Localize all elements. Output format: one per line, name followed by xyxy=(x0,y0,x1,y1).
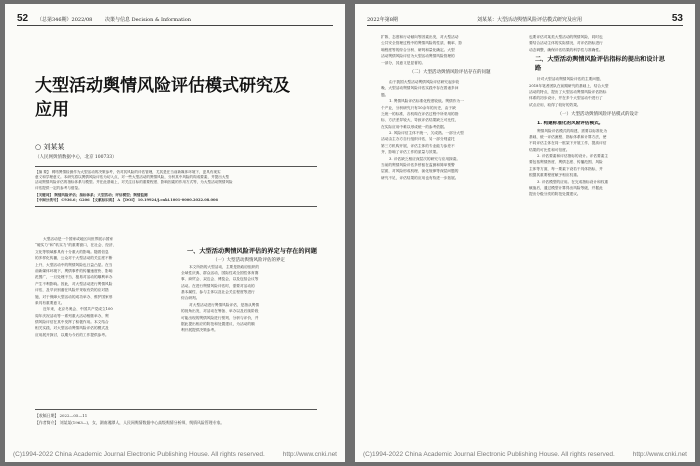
body-line: 试点应用，取得了较好的效果。 xyxy=(529,102,581,107)
body-line: 2. 风险评估主体不统一，欠成熟。一部分大型 xyxy=(389,131,464,136)
numbered-heading: 1. 构建标准化的风险评估模式。 xyxy=(537,121,604,127)
left-column-2 xyxy=(181,248,317,334)
classification: 【中图分类号】 C936.6；G206 【文献标识码】 A 【DOI】 10.19924/j.cnki.1001-0000.2022.08.006 xyxy=(35,198,219,203)
body-line: 响程度等的综合分析、研判和量化确定。大型 xyxy=(381,47,455,52)
left-page xyxy=(5,4,345,462)
body-line: 针对大型活动舆情风险评估的主要问题， xyxy=(537,77,604,82)
copyright-text: (C)1994-2022 China Academic Journal Electronic Publishing House. All rights reserved. xyxy=(13,451,265,458)
right-column-1 xyxy=(381,34,519,181)
body-line: 2. 评估要素和评估指标的设计。评估要素主 xyxy=(537,154,609,159)
body-line: “硬实力”和“软实力”的重要窗口，在社会、经济、 xyxy=(35,243,117,248)
author-bio: 【作者简介】 刘某某(1963—)，女，湖南湘潭人，人民网舆情数据中心高级舆情分析师，舆情风险管理专家。 xyxy=(35,420,225,425)
abstract-line: 【摘 要】 网络舆情检测作为大型活动的决策参考，仍对其风险的评估管理，尤其是在当前新媒体环境下，更具有现实 xyxy=(35,170,221,174)
body-line: 前新媒体环境下，舆情事件的传播速度快、影响 xyxy=(35,268,113,273)
body-line: 本文所指的大型活动，主要是指政府组织的 xyxy=(189,264,260,269)
body-line: 施，对于保障大型活动的成功举办、维护国家形 xyxy=(35,294,113,299)
left-page-header xyxy=(17,12,333,26)
body-line: 体系的初步设计，并在多个大型活动中进行了 xyxy=(529,96,603,101)
body-line: 第三方机构开展，评估主体的专业能力参差不 xyxy=(381,143,455,148)
abstract-line: 评估提供一定的参考与借鉴。 xyxy=(35,185,82,190)
left-page-number: 52 xyxy=(17,13,29,24)
cnki-url[interactable]: http://www.cnki.net xyxy=(282,451,337,458)
body-line: 乏统一的标准，各机构在评估过程中所采用的指 xyxy=(381,111,459,116)
cnki-url[interactable]: http://www.cnki.net xyxy=(632,451,687,458)
body-line: 晚，大型活动舆情风险评估实践中存在着诸多问 xyxy=(381,86,459,91)
body-line: 提出分级分类的防范处置建议。 xyxy=(529,192,581,197)
body-line: 象具有重要意义。 xyxy=(35,300,65,305)
body-line: 要结合活动主体的实际情况，对评估指标进行 xyxy=(529,41,603,46)
body-line: 可能出现的舆情风险进行预判、分析与评价，并 xyxy=(181,315,259,320)
body-line: 情风险评估在其中发挥了积极作用。本文结合 xyxy=(35,320,109,325)
article-author: ○ 刘某某 xyxy=(35,143,65,151)
copyright-line xyxy=(13,451,337,458)
right-page xyxy=(355,4,695,462)
body-line: 据此提出相应的防范和处置建议，为活动的顺 xyxy=(181,322,255,327)
abstract-line: 活动舆情风险评估的指标体系与模型。并在此基础上，对关注目标的重要程度、影响因素的作用方式等，为大型活动舆情风险 xyxy=(35,180,233,185)
body-line: 基本属性、参与主体以及社会关注程度等进行 xyxy=(181,290,255,295)
subsection-heading: （一）大型活动舆情风险评估的界定 xyxy=(213,257,285,263)
body-line: 近年来，北京冬奥会、中国共产党成立100 xyxy=(43,307,113,312)
body-line: 周年庆祝活动等一系列重大活动相继举办，舆 xyxy=(35,313,109,318)
body-line: 的视角出发，对活动在筹备、举办以及后续阶段 xyxy=(181,309,259,314)
body-line: 利开展提供决策参考。 xyxy=(181,328,218,333)
body-line: 主体等方面，每一要素下设若干具体指标，并 xyxy=(529,166,603,171)
body-line: 相关实践，对大型活动舆情风险评估的模式及 xyxy=(35,326,109,331)
body-line: 活动的特点，提出了大型活动舆情风险评估指标 xyxy=(529,89,607,94)
copyright-line xyxy=(363,451,687,458)
body-line: 要包括舆情热度、舆情态度、传播范围、风险 xyxy=(529,160,603,165)
article-footnote xyxy=(35,409,317,426)
subsection-heading: （二）大型活动舆情风险评估存在的问题 xyxy=(409,69,491,75)
keywords: 【关键词】 舆情风险评估；指标体系；大型活动；评估模型；舆情监测 xyxy=(35,192,148,197)
right-page-number: 53 xyxy=(671,13,683,24)
body-line: 赋值后，通过模型计算得出风险等级，并据此 xyxy=(529,186,603,191)
body-line: 1. 舆情风险评估标准化程度较低。舆情作为一 xyxy=(389,99,464,104)
body-line: 层面，对风险形成机理、演化规律等深层问题的 xyxy=(381,169,459,174)
section-heading: 一、大型活动舆情风险评估的界定与存在的问题 xyxy=(187,248,317,255)
right-page-header xyxy=(367,12,683,26)
body-line: 活动由主办方自行组织评估，另一部分则委托 xyxy=(381,137,455,142)
abstract-line: 意义和学理意义。本研究将以舆情风险评估为切入点，对一些大型活动的舆情风险，分析其中风险的构成要素，并提出大型 xyxy=(35,175,230,180)
body-line: 产生不利影响。因此，对大型活动进行舆情风险 xyxy=(35,281,113,286)
body-line: 由于我国大型活动舆情风险评估研究起步较 xyxy=(389,79,460,84)
body-line: 不同评估主体在同一框架下开展工作，提高评估 xyxy=(529,141,607,146)
body-line: 大型活动是一个国家或地区向世界展示国家 xyxy=(43,237,114,241)
received-date: 【收稿日期】 2022—05—11 xyxy=(35,413,88,418)
body-line: 研究不足，评估结果的应用也有待进一步拓展。 xyxy=(381,175,459,180)
body-line: 基础，统一评估流程、指标体系和计算方法，使 xyxy=(529,134,607,139)
left-issue: （总第346期）2022/08 xyxy=(37,17,93,23)
body-line: 一部分，其意义是显著的。 xyxy=(381,60,426,65)
body-line: 舆情风险评估模式的构建，需要以标准化为 xyxy=(537,128,608,133)
body-line: 也要评估对某类大型活动的舆情风险，同时也 xyxy=(529,35,603,39)
body-line: 题。 xyxy=(381,92,389,97)
body-line: 应用展开探讨，以期为今后的工作提供参考。 xyxy=(35,332,109,337)
body-line: 3. 评估缺乏相应深层次的研究与应用探索。 xyxy=(389,156,461,161)
body-line: 齐，影响了评估工作的质量与效果。 xyxy=(381,150,440,155)
body-line: 个产业，分析研究只有10余年的历史，由于缺 xyxy=(381,105,456,110)
body-line: 评估，及早识别潜在风险并采取有效的应对措 xyxy=(35,288,109,293)
body-line: 2018年笔者团队在前期研究的基础上，结合大型 xyxy=(529,83,609,88)
body-line: 综合研判。 xyxy=(181,296,200,301)
body-line: 活动。在进行舆情风险评估时，需要对活动的 xyxy=(181,283,255,288)
subsection-heading: （一）大型活动舆情风险评估模式的设计 xyxy=(557,112,639,118)
copyright-text: (C)1994-2022 China Academic Journal Electronic Publishing House. All rights reserved. xyxy=(363,451,615,458)
body-line: 当前的舆情风险评估多停留在监测和简单预警 xyxy=(381,163,455,168)
body-line: 的多样化传播，公众对于大型活动的关注度不断 xyxy=(35,256,113,261)
body-line: 范围广，一旦处理不当，极易对活动的顺利举办 xyxy=(35,275,113,280)
body-line: 根据其重要程度赋予相应权重。 xyxy=(529,173,581,178)
body-line: 3. 评估模型的应用。在完成指标设计和权重 xyxy=(537,179,609,184)
body-line: 动态调整，确保评估结果的科学性与准确性。 xyxy=(529,47,603,52)
article-title: 大型活动舆情风险评估模式研究及应用 xyxy=(35,76,290,120)
body-line: 公共安全管理过程中的舆情风险的性质、概率、影 xyxy=(381,41,463,46)
right-issue: 2022年第8期 xyxy=(367,17,398,23)
body-line: 标、方法差异较大，导致评估结果缺乏可比性， xyxy=(381,118,459,123)
body-line: 全域性庆典、群众活动，国际性或全国性体育赛 xyxy=(181,270,259,275)
running-title: 刘某某：大型活动舆情风险评估模式研究及应用 xyxy=(477,17,583,23)
body-line: 扩散、态度和行动倾向等因素出发，对大型活动 xyxy=(381,35,459,39)
right-column-2 xyxy=(529,34,667,198)
body-line: 文化等领域都具有十分重大的影响。随着信息 xyxy=(35,249,109,254)
body-line: 对大型活动进行舆情风险评估，是指从舆情 xyxy=(189,302,260,307)
section-heading: 二、大型活动舆情风险评估指标的提出和设计思路 xyxy=(535,56,665,72)
body-line: 活动舆情风险评估为大型活动舆情风险管理的 xyxy=(381,54,455,59)
article-affiliation: （人民网舆情数据中心，北京 100733） xyxy=(35,155,117,160)
body-line: 在实际应用中难以形成统一的参考依据。 xyxy=(381,124,448,129)
left-journal-name: 决策与信息 Decision & Information xyxy=(105,17,191,23)
left-column-1 xyxy=(35,236,171,338)
body-line: 上升，大型活动中的舆情风险也日益凸显。在当 xyxy=(35,262,113,267)
abstract-block xyxy=(35,166,317,207)
body-line: 结果的可比性和可信度。 xyxy=(529,147,570,152)
body-line: 事、商贸会、双边会、博览会，以及包括会议等 xyxy=(181,277,259,282)
